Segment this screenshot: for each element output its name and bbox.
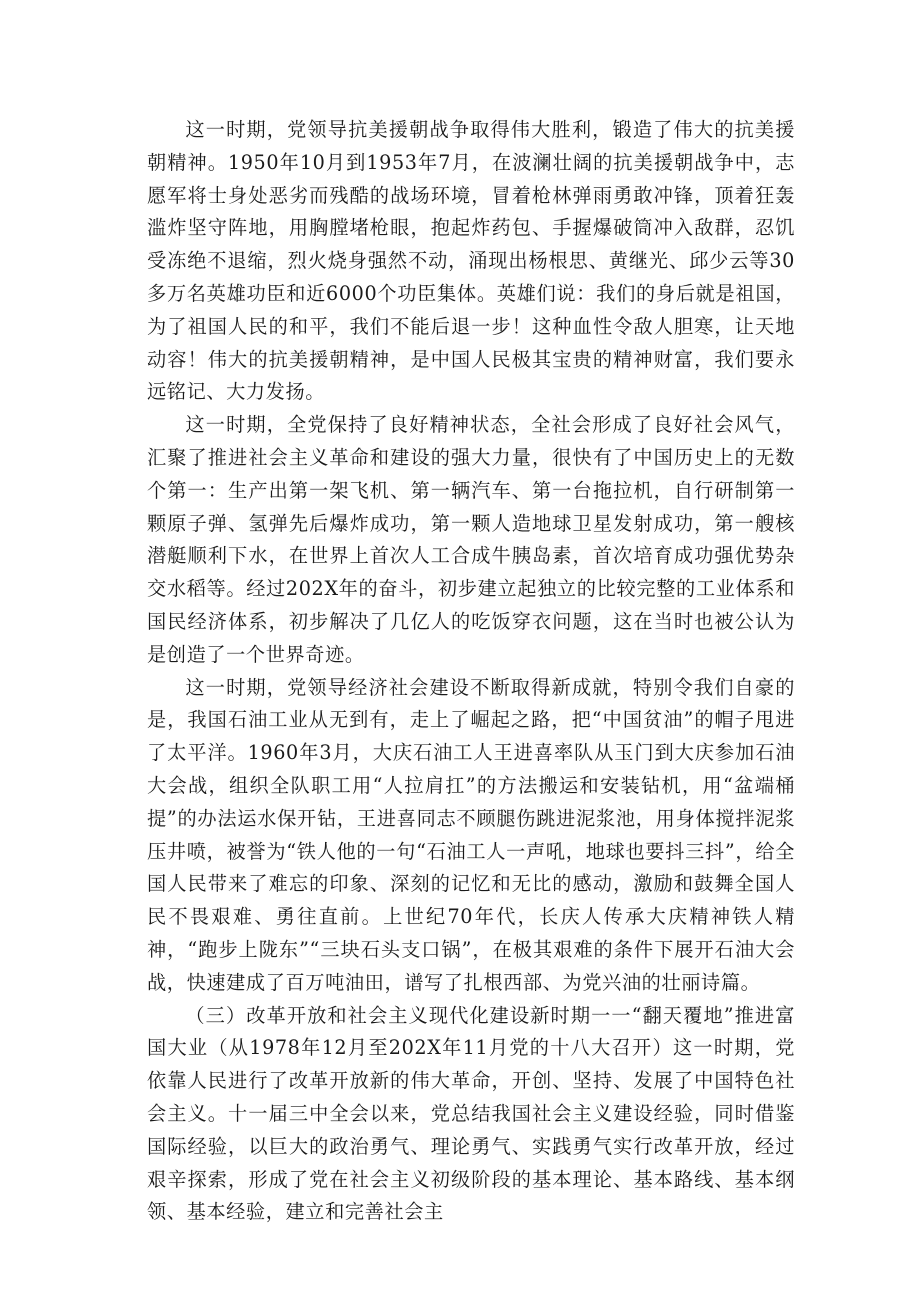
paragraph-4: （三）改革开放和社会主义现代化建设新时期一一“翻天覆地”推进富国大业（从1978年12月至202X年11月党的十八大召开）这一时期，党依靠人民进行了改革开放新的伟大革命，开创、坚持、发展了中国特色社会主义。十一届三中全会以来，党总结我国社会主义建设经验，同时借鉴国际经验，以巨大的政治勇气、理论勇气、实践勇气实行改革开放，经过艰辛探索，形成了党在社会主义初级阶段的基本理论、基本路线、基本纲领、基本经验，建立和完善社会主 (147, 1003, 795, 1224)
paragraph-2: 这一时期，全党保持了良好精神状态，全社会形成了良好社会风气，汇聚了推进社会主义革命和建设的强大力量，很快有了中国历史上的无数个第一：生产出第一架飞机、第一辆汽车、第一台拖拉机，自行研制第一颗原子弹、氢弹先后爆炸成功，第一颗人造地球卫星发射成功，第一艘核潜艇顺利下水，在世界上首次人工合成牛胰岛素，首次培育成功强优势杂交水稻等。经过202X年的奋斗，初步建立起独立的比较完整的工业体系和国民经济体系，初步解决了几亿人的吃饭穿衣问题，这在当时也被公认为是创造了一个世界奇迹。 (147, 413, 795, 666)
paragraph-3: 这一时期，党领导经济社会建设不断取得新成就，特别令我们自豪的是，我国石油工业从无到有，走上了崛起之路，把“中国贫油”的帽子甩进了太平洋。1960年3月，大庆石油工人王进喜率队从玉门到大庆参加石油大会战，组织全队职工用“人拉肩扛”的方法搬运和安装钻机，用“盆端桶提”的办法运水保开钻，王进喜同志不顾腿伤跳进泥浆池，用身体搅拌泥浆压井喷，被誉为“铁人他的一句“石油工人一声吼，地球也要抖三抖”，给全国人民带来了难忘的印象、深刻的记忆和无比的感动，激励和鼓舞全国人民不畏艰难、勇往直前。上世纪70年代，长庆人传承大庆精神铁人精神，“跑步上陇东”“三块石头支口锅”，在极其艰难的条件下展开石油大会战，快速建成了百万吨油田，谱写了扎根西部、为党兴油的壮丽诗篇。 (147, 675, 795, 994)
paragraph-1: 这一时期，党领导抗美援朝战争取得伟大胜利，锻造了伟大的抗美援朝精神。1950年10月到1953年7月，在波澜壮阔的抗美援朝战争中，志愿军将士身处恶劣而残酷的战场环境，冒着枪林弹雨勇敢冲锋，顶着狂轰滥炸坚守阵地，用胸膛堵枪眼，抱起炸药包、手握爆破筒冲入敌群，忍饥受冻绝不退缩，烈火烧身强然不动，涌现出杨根思、黄继光、邱少云等30多万名英雄功臣和近6000个功臣集体。英雄们说：我们的身后就是祖国，为了祖国人民的和平，我们不能后退一步！这种血性令敌人胆寒，让天地动容！伟大的抗美援朝精神，是中国人民极其宝贵的精神财富，我们要永远铭记、大力发扬。 (147, 118, 795, 404)
document-body (147, 114, 795, 1229)
